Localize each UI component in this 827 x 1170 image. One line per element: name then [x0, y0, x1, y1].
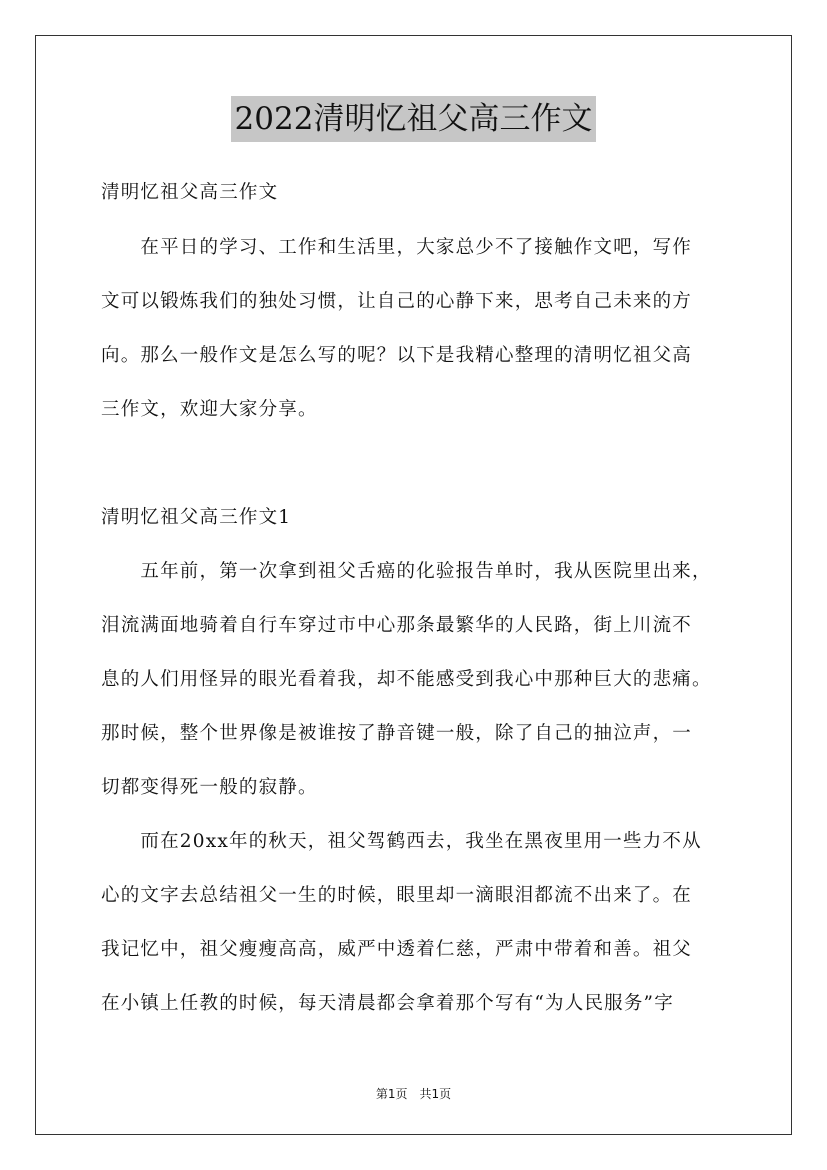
text-line: 在小镇上任教的时候，每天清晨都会拿着那个写有“为人民服务”字 [101, 993, 674, 1014]
text-line: 清明忆祖父高三作文 [101, 182, 279, 203]
text-line: 切都变得死一般的寂静。 [101, 777, 318, 798]
text-line: 心的文字去总结祖父一生的时候，眼里却一滴眼泪都流不出来了。在 [101, 885, 693, 906]
text-line: 三作文，欢迎大家分享。 [101, 399, 318, 420]
text-line: 而在20xx年的秋天，祖父驾鹤西去，我坐在黑夜里用一些力不从 [101, 831, 702, 852]
text-line: 那时候，整个世界像是被谁按了静音键一般，除了自己的抽泣声，一 [101, 723, 693, 744]
text-line: 文可以锻炼我们的独处习惯，让自己的心静下来，思考自己未来的方 [101, 291, 693, 312]
text-line: 清明忆祖父高三作文1 [101, 507, 292, 528]
title-container [0, 96, 827, 142]
text-line: 息的人们用怪异的眼光看着我，却不能感受到我心中那种巨大的悲痛。 [101, 669, 712, 690]
page-footer: 第1页 共1页 [375, 1087, 452, 1101]
text-line: 泪流满面地骑着自行车穿过市中心那条最繁华的人民路，街上川流不 [101, 615, 693, 636]
document-title: 2022清明忆祖父高三作文 [231, 96, 597, 142]
text-line: 在平日的学习、工作和生活里，大家总少不了接触作文吧，写作 [101, 237, 693, 258]
text-line: 向。那么一般作文是怎么写的呢？以下是我精心整理的清明忆祖父高 [101, 345, 693, 366]
text-line: 我记忆中，祖父瘦瘦高高，威严中透着仁慈，严肃中带着和善。祖父 [101, 939, 693, 960]
text-line: 五年前，第一次拿到祖父舌癌的化验报告单时，我从医院里出来， [101, 561, 712, 582]
